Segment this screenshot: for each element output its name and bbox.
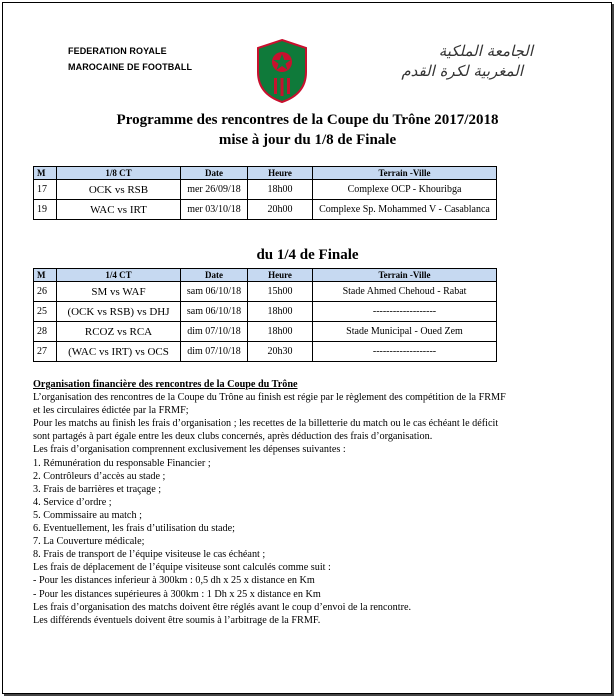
cell-heure: 20h00 bbox=[248, 200, 313, 220]
paragraph-line: et les circulaires édictée par la FRMF; bbox=[33, 405, 189, 417]
paragraph-line: Les frais d’organisation comprennent exclusivement les dépenses suivantes : bbox=[33, 444, 346, 456]
round-of-16-table bbox=[33, 166, 497, 220]
federation-name-line2: MAROCAINE DE FOOTBALL bbox=[68, 62, 193, 72]
table-row bbox=[34, 282, 497, 302]
cell-date: sam 06/10/18 bbox=[181, 302, 248, 322]
col-header-match: 1/4 CT bbox=[57, 269, 181, 282]
list-item: 8. Frais de transport de l’équipe visiteuse le cas échéant ; bbox=[33, 549, 266, 561]
cell-terrain: Stade Ahmed Chehoud - Rabat bbox=[313, 282, 497, 302]
col-header-date: Date bbox=[181, 269, 248, 282]
paragraph-line: Pour les matchs au finish les frais d’organisation ; les recettes de la billetterie du match ou le cas échéant le déficit bbox=[33, 418, 499, 430]
cell-date: dim 07/10/18 bbox=[181, 322, 248, 342]
list-item: 5. Commissaire au match ; bbox=[33, 509, 142, 521]
cell-terrain: ------------------- bbox=[313, 342, 497, 362]
col-header-terrain: Terrain -Ville bbox=[313, 167, 497, 180]
list-item: - Pour les distances inferieur à 300km : 0,5 dh x 25 x distance en Km bbox=[33, 575, 315, 587]
list-item: 4. Service d’ordre ; bbox=[33, 496, 112, 508]
cell-match: (WAC vs IRT) vs OCS bbox=[57, 342, 181, 362]
list-item: 7. La Couverture médicale; bbox=[33, 536, 145, 548]
cell-m: 27 bbox=[34, 342, 57, 362]
list-item: 1. Rémunération du responsable Financier ; bbox=[33, 457, 211, 469]
document-title: Programme des rencontres de la Coupe du Trône 2017/2018 bbox=[116, 112, 499, 128]
cell-date: sam 06/10/18 bbox=[181, 282, 248, 302]
section-heading: Organisation financière des rencontres de la Coupe du Trône bbox=[33, 379, 298, 390]
col-header-terrain: Terrain -Ville bbox=[313, 269, 497, 282]
cell-terrain: Stade Municipal - Oued Zem bbox=[313, 322, 497, 342]
list-item: 2. Contrôleurs d’accès au stade ; bbox=[33, 470, 166, 482]
cell-date: mer 03/10/18 bbox=[181, 200, 248, 220]
col-header-heure: Heure bbox=[248, 269, 313, 282]
cell-terrain: Complexe Sp. Mohammed V - Casablanca bbox=[313, 200, 497, 220]
cell-m: 25 bbox=[34, 302, 57, 322]
arabic-name-line1: الجامعة الملكية bbox=[438, 42, 533, 60]
paragraph-line: Les frais de déplacement de l’équipe visiteuse sont calculés comme suit : bbox=[33, 562, 331, 574]
cell-heure: 15h00 bbox=[248, 282, 313, 302]
financial-organisation-section bbox=[33, 378, 573, 627]
table-row bbox=[34, 180, 497, 200]
list-item: - Pour les distances supérieures à 300km : 1 Dh x 25 x distance en Km bbox=[33, 588, 321, 600]
table-row bbox=[34, 322, 497, 342]
table-header-row bbox=[34, 167, 497, 180]
document-subtitle: mise à jour du 1/8 de Finale bbox=[218, 132, 397, 148]
cell-m: 19 bbox=[34, 200, 57, 220]
col-header-m: M bbox=[34, 269, 57, 282]
table-header-row bbox=[34, 269, 497, 282]
col-header-match: 1/8 CT bbox=[57, 167, 181, 180]
quarter-final-table bbox=[33, 268, 497, 362]
cell-heure: 18h00 bbox=[248, 302, 313, 322]
cell-heure: 18h00 bbox=[248, 322, 313, 342]
list-item: 3. Frais de barrières et traçage ; bbox=[33, 483, 162, 495]
federation-name-line1: FEDERATION ROYALE bbox=[68, 46, 167, 56]
list-item: 6. Eventuellement, les frais d’utilisation du stade; bbox=[33, 523, 236, 535]
cell-match: (OCK vs RSB) vs DHJ bbox=[57, 302, 181, 322]
cell-terrain: Complexe OCP - Khouribga bbox=[313, 180, 497, 200]
cell-m: 17 bbox=[34, 180, 57, 200]
table-row bbox=[34, 342, 497, 362]
paragraph-line: Les frais d’organisation des matchs doivent être réglés avant le coup d’envoi de la rencontre. bbox=[33, 601, 412, 613]
paragraph-line: L’organisation des rencontres de la Coupe du Trône au finish est régie par le règlement des compétition de la FRMF bbox=[33, 392, 506, 404]
cell-heure: 20h30 bbox=[248, 342, 313, 362]
cell-date: mer 26/09/18 bbox=[181, 180, 248, 200]
frmf-logo bbox=[252, 38, 312, 104]
col-header-date: Date bbox=[181, 167, 248, 180]
paragraph-line: Les différends éventuels doivent être soumis à l’arbitrage de la FRMF. bbox=[33, 614, 321, 626]
paragraph-line: sont partagés à part égale entre les deux clubs concernés, après déduction des frais d’organisation. bbox=[33, 431, 433, 443]
cell-match: OCK vs RSB bbox=[57, 180, 181, 200]
cell-m: 26 bbox=[34, 282, 57, 302]
col-header-m: M bbox=[34, 167, 57, 180]
cell-match: SM vs WAF bbox=[57, 282, 181, 302]
table-row bbox=[34, 302, 497, 322]
arabic-name-line2: المغربية لكرة القدم bbox=[401, 62, 523, 80]
cell-match: RCOZ vs RCA bbox=[57, 322, 181, 342]
cell-terrain: ------------------- bbox=[313, 302, 497, 322]
cell-m: 28 bbox=[34, 322, 57, 342]
quarter-final-title: du 1/4 de Finale bbox=[256, 247, 359, 263]
col-header-heure: Heure bbox=[248, 167, 313, 180]
cell-date: dim 07/10/18 bbox=[181, 342, 248, 362]
table-row bbox=[34, 200, 497, 220]
cell-heure: 18h00 bbox=[248, 180, 313, 200]
cell-match: WAC vs IRT bbox=[57, 200, 181, 220]
